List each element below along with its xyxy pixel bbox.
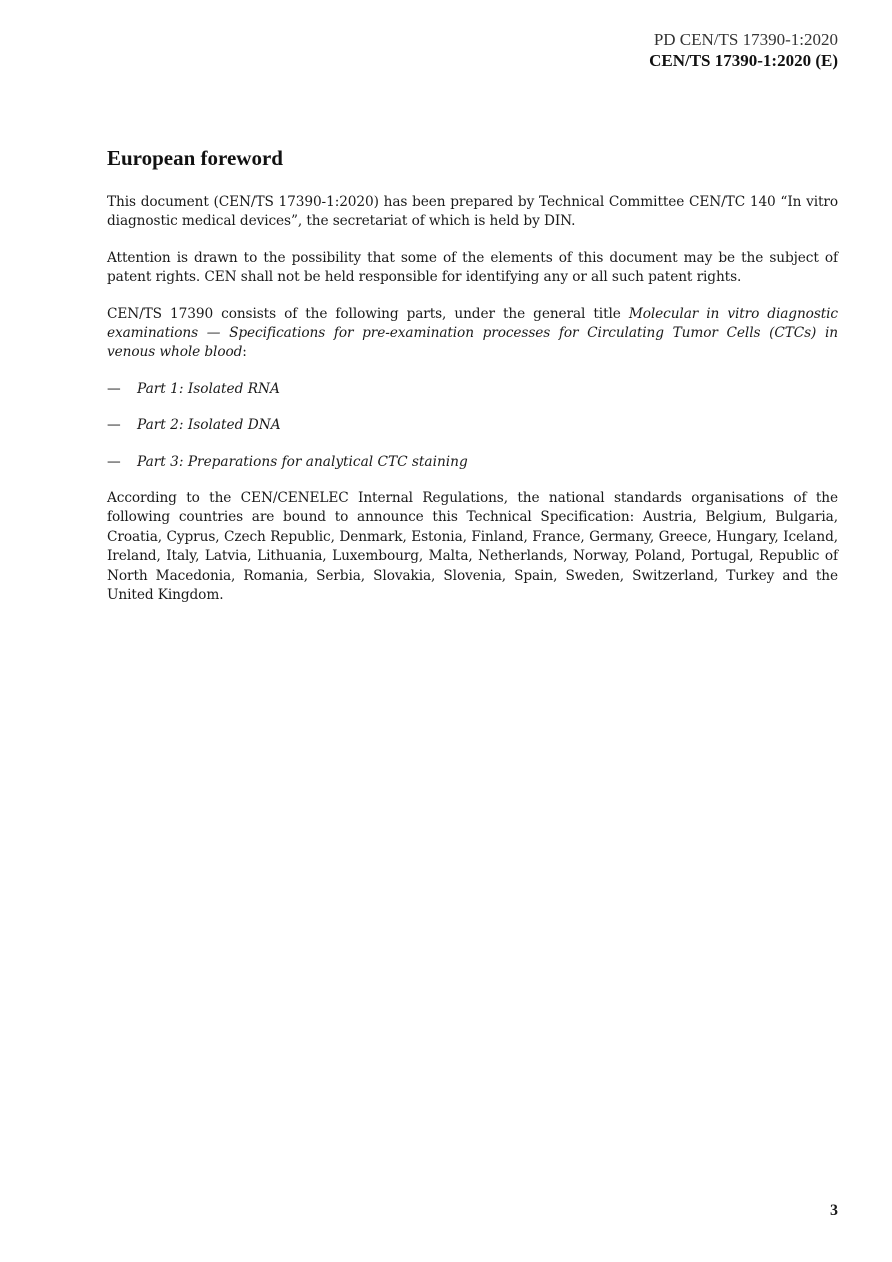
part-3-title: Part 3: Preparations for analytical CTC staining: [137, 453, 468, 470]
parts-intro-text: CEN/TS 17390 consists of the following parts, under the general title: [107, 305, 629, 322]
paragraph-preparation: This document (CEN/TS 17390-1:2020) has been prepared by Technical Committee CEN/TC 140 “In vitro diagnostic medical devices”, the secretariat of which is held by DIN.: [107, 194, 838, 230]
part-1-title: Part 1: Isolated RNA: [137, 380, 280, 397]
document-header: [649, 30, 838, 72]
parts-intro-suffix: :: [242, 344, 247, 361]
list-item-part-1: [107, 380, 838, 399]
paragraph-national-standards: According to the CEN/CENELEC Internal Regulations, the national standards organisations of the following countries are bound to announce this Technical Specification: Austria, Belgium, Bulgaria, Croatia, Cyprus, Czech Republic, Denmark, Estonia, Finland, France, Germany, Greece, Hungary, Iceland, Ireland, Italy, Latvia, Lithuania, Luxembourg, Malta, Netherlands, Norway, Poland, Portugal, Republic of North Macedonia, Romania, Serbia, Slovakia, Slovenia, Spain, Sweden, Switzerland, Turkey and the United Kingdom.: [107, 490, 838, 604]
paragraph-patent-rights: Attention is drawn to the possibility that some of the elements of this document may be the subject of patent rights. CEN shall not be held responsible for identifying any or all such patent rights.: [107, 249, 838, 286]
general-title: Molecular in vitro diagnostic examinations — Specifications for pre-examination processes for Circulating Tumor Cells (CTCs) in venous whole blood: [107, 305, 838, 361]
list-item-part-3: [107, 453, 838, 472]
part-2-title: Part 2: Isolated DNA: [137, 417, 281, 434]
header-standard-id: CEN/TS 17390-1:2020 (E): [649, 51, 838, 70]
dash-bullet: —: [107, 453, 121, 470]
paragraph-parts-intro: [107, 305, 838, 363]
dash-bullet: —: [107, 380, 121, 397]
dash-bullet: —: [107, 417, 121, 434]
page-number: 3: [830, 1202, 838, 1219]
foreword-section: [107, 144, 838, 623]
section-title: European foreword: [107, 146, 283, 170]
header-document-id: PD CEN/TS 17390-1:2020: [653, 30, 838, 49]
list-item-part-2: [107, 416, 838, 435]
